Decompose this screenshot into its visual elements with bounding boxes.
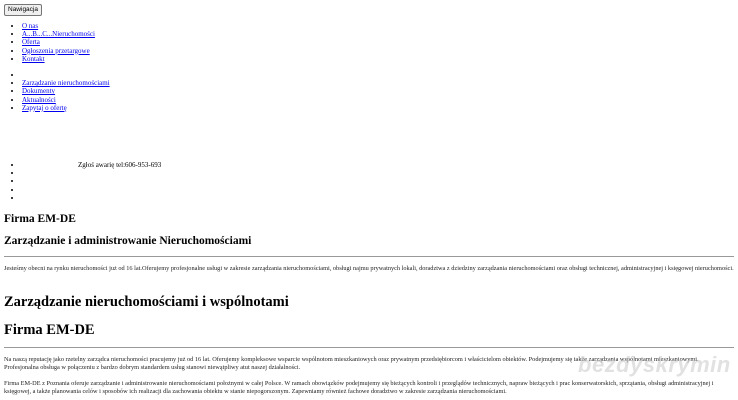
- menu-link-zarzadzanie-nieruchomosciami[interactable]: Zarządzanie nieruchomościami: [22, 79, 110, 88]
- menu-item-aktualnosci: [22, 96, 110, 104]
- menu-item-dokumenty: [22, 87, 110, 95]
- menu-link-zapytaj-o-oferte[interactable]: Zapytaj o ofertę: [22, 103, 67, 112]
- section1-subtitle: Zarządzanie i administrowanie Nieruchomościami: [4, 235, 252, 247]
- menu-link-ogloszenia-przetargowe[interactable]: Ogłoszenia przetargowe: [22, 46, 90, 55]
- section2-title: Zarządzanie nieruchomościami i wspólnotami: [4, 294, 289, 310]
- menu-link-o-nas[interactable]: O nas: [22, 22, 39, 30]
- menu-item-kontakt: [22, 55, 95, 63]
- menu-link-oferta[interactable]: Oferta: [22, 38, 40, 47]
- navigation-toggle-button[interactable]: Nawigacja: [4, 4, 42, 16]
- section1-title: Firma EM-DE: [4, 213, 76, 225]
- secondary-menu: [0, 71, 110, 112]
- contact-item-empty-4: [22, 194, 161, 202]
- menu-item-oferta: [22, 38, 95, 46]
- menu-item-zarzadzanie: [22, 79, 110, 87]
- menu-link-abc-nieruchomosci[interactable]: A...B...C...Nieruchomości: [22, 30, 95, 39]
- section2-subtitle: Firma EM-DE: [4, 322, 95, 338]
- alarm-phone-text: Zgłoś awarię tel:606-953-693: [78, 161, 162, 169]
- divider-1: [4, 256, 734, 257]
- main-menu: [0, 22, 95, 63]
- menu-item-o-nas: [22, 22, 95, 30]
- menu-item-ogloszenia: [22, 47, 95, 55]
- menu-link-kontakt[interactable]: Kontakt: [22, 54, 45, 63]
- menu-item-empty: [22, 71, 110, 79]
- menu-link-aktualnosci[interactable]: Aktualności: [22, 95, 56, 104]
- section2-text-1: Na naszą reputację jako rzetelny zarządca nieruchomości pracujemy już od 16 lat. Oferujemy kompleksowe wsparcie wspólnotom mieszkaniowych oraz prywatnym przedsiębiorcom i właścicielom obiektów. Podejmujemy się także zarządzania wspólnotami mieszkaniowymi. Profesjonalna obsługa w połączeniu z bardzo dobrym standardem usług stanowi niewątpliwy atut naszej działalności.: [4, 356, 699, 372]
- menu-link-dokumenty[interactable]: Dokumenty: [22, 87, 56, 96]
- contact-item-empty-1: [22, 169, 161, 177]
- watermark-logo: bezdyskrymin: [578, 352, 731, 377]
- menu-item-zapytaj: [22, 104, 110, 112]
- contact-item-empty-2: [22, 177, 161, 185]
- contact-item-empty-3: [22, 186, 161, 194]
- contact-list: [0, 161, 161, 202]
- menu-item-abc: [22, 30, 95, 38]
- contact-item-alarm: [22, 161, 161, 169]
- divider-2: [4, 347, 734, 348]
- section1-text: Jesteśmy obecni na rynku nieruchomości już od 16 lat.Oferujemy profesjonalne usługi w zakresie zarządzania nieruchomościami, obsługi najmu prywatnych lokali, doradztwa z dziedziny zarządzania nieruchomościami oraz obsługi technicznej, administracyjnej i księgowej nieruchomości.: [4, 265, 734, 272]
- section2-text-2: Firma EM-DE z Poznania oferuje zarządzanie i administrowanie nieruchomościami położnymi w całej Polsce. W ramach obowiązków podejmujemy się bieżących kontroli i przeglądów technicznych, napraw bieżących i prac konserwatorskich, sprzątania, obsługi administracyjnej i księgowej, a także planowania celów i sposobów ich realizacji dla zachowania obiektu w stanie niepogorszonym. Zapewniamy również fachowe doradztwo w zakresie zarządzania nieruchomościami.: [4, 380, 714, 396]
